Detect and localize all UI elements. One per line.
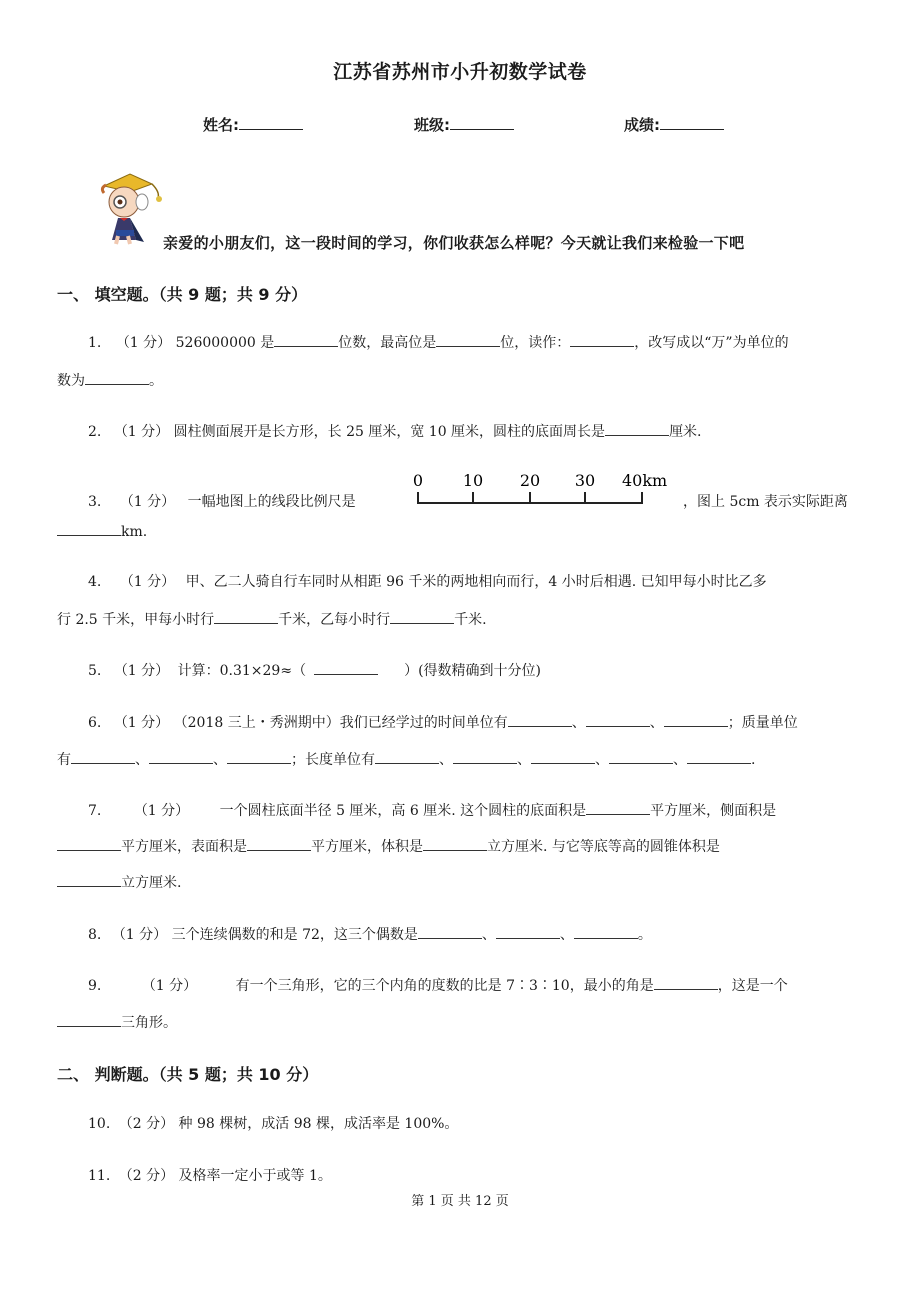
separator: 、: [135, 752, 149, 768]
question-text: 有: [57, 752, 71, 768]
question-10: [88, 1114, 458, 1134]
separator: 、: [439, 752, 453, 768]
question-7-continued: [57, 836, 720, 857]
question-number: 8.: [88, 927, 102, 943]
question-text: 平方厘米，侧面积是: [650, 803, 777, 819]
question-text: 立方厘米. 与它等底等高的圆锥体积是: [487, 839, 720, 855]
question-score: （1 分）: [113, 663, 170, 679]
question-number: 1.: [88, 335, 102, 351]
separator: 、: [571, 715, 586, 731]
question-9: [88, 975, 788, 996]
answer-blank[interactable]: [508, 712, 572, 727]
separator: 、: [673, 752, 687, 768]
page-title: 江苏省苏州市小升初数学试卷: [333, 61, 587, 83]
separator: 、: [559, 927, 574, 943]
question-score: （1 分）: [141, 978, 198, 994]
answer-blank[interactable]: [531, 749, 595, 764]
scale-label-0: 0: [412, 471, 424, 490]
question-text: 一个圆柱底面半径 5 厘米，高 6 厘米. 这个圆柱的底面积是: [219, 803, 587, 819]
question-text: 。: [637, 927, 652, 943]
question-7-continued-2: [57, 872, 181, 893]
question-text: 有一个三角形，它的三个内角的度数的比是 7∶3∶10，最小的角是: [235, 978, 654, 994]
question-text: 厘米.: [669, 424, 702, 440]
answer-blank[interactable]: [57, 521, 121, 536]
question-text: km.: [121, 524, 148, 540]
answer-blank[interactable]: [609, 749, 673, 764]
answer-blank[interactable]: [57, 1012, 121, 1027]
question-text: 千米.: [454, 612, 487, 628]
scale-label-20: 20: [519, 471, 541, 490]
question-number: 10.: [88, 1116, 111, 1132]
answer-blank[interactable]: [227, 749, 291, 764]
answer-blank[interactable]: [314, 660, 378, 675]
score-blank[interactable]: [660, 128, 724, 130]
separator: 、: [481, 927, 496, 943]
question-text: 平方厘米，体积是: [311, 839, 423, 855]
separator: 、: [213, 752, 227, 768]
question-score: （1 分）: [115, 335, 172, 351]
scale-label-30: 30: [574, 471, 596, 490]
answer-blank[interactable]: [654, 975, 718, 990]
question-text: ，图上 5cm 表示实际距离: [683, 494, 848, 510]
question-8: [88, 924, 652, 945]
answer-blank[interactable]: [85, 370, 149, 385]
question-11: [88, 1166, 332, 1186]
question-text: ，改写成以“万”为单位的: [634, 335, 789, 351]
score-field: [624, 114, 724, 135]
question-text: ）(得数精确到十分位): [404, 663, 542, 679]
section-heading-fill-blank: 一、 填空题。（共 9 题；共 9 分）: [57, 285, 308, 304]
question-text: ；长度单位有: [291, 752, 375, 768]
map-scale-bar: [410, 470, 680, 510]
question-3: [88, 492, 356, 512]
answer-blank[interactable]: [418, 924, 482, 939]
scale-label-40km: 40km: [622, 471, 668, 490]
class-field: [414, 114, 514, 135]
answer-blank[interactable]: [57, 836, 121, 851]
answer-blank[interactable]: [664, 712, 728, 727]
answer-blank[interactable]: [570, 332, 634, 347]
question-number: 7.: [88, 803, 102, 819]
answer-blank[interactable]: [423, 836, 487, 851]
question-score: （2 分）: [118, 1116, 175, 1132]
question-score: （1 分）: [111, 927, 168, 943]
answer-blank[interactable]: [586, 712, 650, 727]
scale-label-10: 10: [462, 471, 484, 490]
question-text: 一幅地图上的线段比例尺是: [187, 494, 356, 510]
question-number: 2.: [88, 424, 102, 440]
question-text: （2018 三上・秀洲期中）我们已经学过的时间单位有: [173, 715, 508, 731]
question-text: 三角形。: [121, 1015, 177, 1031]
answer-blank[interactable]: [436, 332, 500, 347]
question-number: 4.: [88, 574, 102, 590]
question-text: 三个连续偶数的和是 72，这三个偶数是: [171, 927, 418, 943]
question-text: 千米，乙每小时行: [278, 612, 391, 628]
question-text: 种 98 棵树，成活 98 棵，成活率是 100%。: [178, 1116, 459, 1132]
question-7: [88, 800, 776, 821]
question-5: [88, 660, 541, 681]
question-score: （1 分）: [113, 424, 170, 440]
question-text: .: [751, 752, 756, 768]
answer-blank[interactable]: [687, 749, 751, 764]
question-score: （1 分）: [133, 803, 190, 819]
answer-blank[interactable]: [214, 609, 278, 624]
class-blank[interactable]: [450, 128, 514, 130]
name-field: [203, 114, 303, 135]
class-label: 班级:: [414, 116, 450, 134]
question-score: （1 分）: [119, 574, 176, 590]
question-2: [88, 421, 702, 442]
question-text: ；质量单位: [727, 715, 798, 731]
graduate-mascot-icon: [90, 168, 170, 248]
scale-line: [418, 492, 642, 503]
answer-blank[interactable]: [586, 800, 650, 815]
question-9-continued: [57, 1012, 177, 1033]
question-text: 位数，最高位是: [338, 335, 437, 351]
answer-blank[interactable]: [574, 924, 638, 939]
page-number: 第 1 页 共 12 页: [411, 1194, 509, 1209]
question-number: 11.: [88, 1168, 111, 1184]
intro-text: 亲爱的小朋友们，这一段时间的学习，你们收获怎么样呢？今天就让我们来检验一下吧: [163, 234, 745, 252]
answer-blank[interactable]: [274, 332, 338, 347]
question-text: 行 2.5 千米，甲每小时行: [57, 612, 215, 628]
answer-blank[interactable]: [496, 924, 560, 939]
question-number: 9.: [88, 978, 102, 994]
answer-blank[interactable]: [71, 749, 135, 764]
question-text: 平方厘米，表面积是: [121, 839, 247, 855]
question-text: ，这是一个: [717, 978, 788, 994]
question-text: 526000000 是: [175, 335, 275, 351]
question-score: （2 分）: [118, 1168, 175, 1184]
answer-blank[interactable]: [453, 749, 517, 764]
question-score: （1 分）: [113, 715, 170, 731]
question-text: 。: [149, 373, 163, 389]
question-4: [88, 572, 767, 592]
answer-blank[interactable]: [605, 421, 669, 436]
question-6: [88, 712, 798, 733]
question-text: 及格率一定小于或等 1。: [178, 1168, 332, 1184]
question-number: 3.: [88, 494, 102, 510]
question-number: 5.: [88, 663, 102, 679]
answer-blank[interactable]: [390, 609, 454, 624]
question-4-continued: [57, 609, 487, 630]
name-blank[interactable]: [239, 128, 303, 130]
question-text: 圆柱侧面展开是长方形，长 25 厘米，宽 10 厘米，圆柱的底面周长是: [173, 424, 606, 440]
answer-blank[interactable]: [375, 749, 439, 764]
question-1: [88, 332, 789, 353]
score-label: 成绩:: [624, 116, 660, 134]
separator: 、: [517, 752, 531, 768]
answer-blank[interactable]: [149, 749, 213, 764]
question-6-continued: [57, 749, 755, 770]
question-score: （1 分）: [119, 494, 176, 510]
name-label: 姓名:: [203, 116, 239, 134]
question-3-tail: [683, 492, 848, 512]
question-text: 甲、乙二人骑自行车同时从相距 96 千米的两地相向而行，4 小时后相遇. 已知甲每小时比乙多: [185, 574, 767, 590]
question-3-continued: [57, 521, 147, 542]
question-text: 数为: [57, 373, 85, 389]
answer-blank[interactable]: [57, 872, 121, 887]
question-text: 计算：0.31×29≈（: [177, 663, 307, 679]
question-1-continued: [57, 370, 163, 391]
question-number: 6.: [88, 715, 102, 731]
separator: 、: [649, 715, 664, 731]
question-text: 立方厘米.: [121, 875, 182, 891]
section-heading-true-false: 二、 判断题。（共 5 题；共 10 分）: [57, 1065, 319, 1084]
separator: 、: [595, 752, 609, 768]
answer-blank[interactable]: [247, 836, 311, 851]
question-text: 位，读作：: [500, 335, 571, 351]
